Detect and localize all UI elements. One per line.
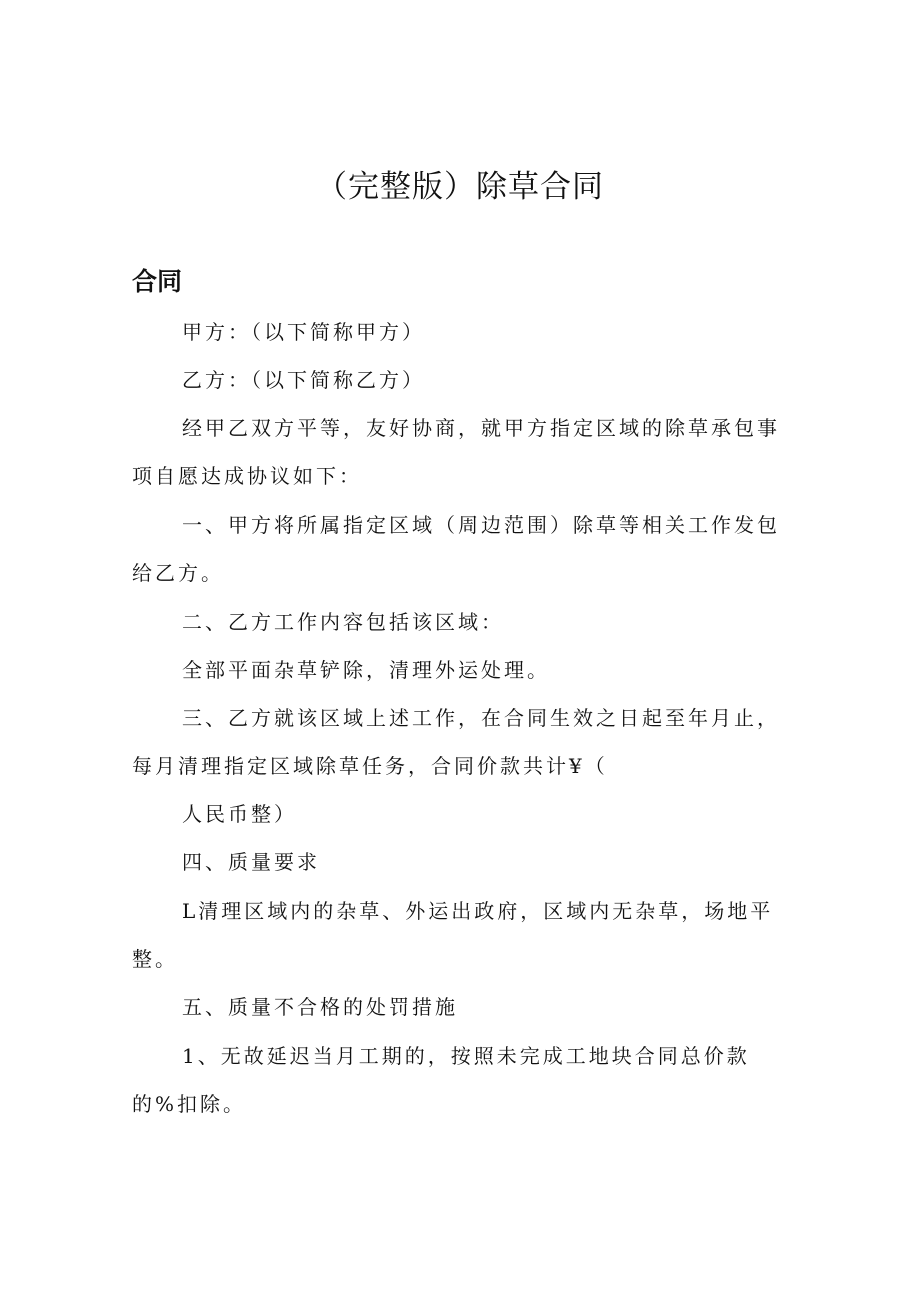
clause-4-item-1-line-1: L清理区域内的杂草、外运出政府，区域内无杂草，场地平: [182, 899, 774, 923]
party-b-line: 乙方：（以下简称乙方）: [182, 368, 425, 392]
clause-3-line-1: 三、乙方就该区域上述工作，在合同生效之日起至年月止，: [182, 706, 780, 730]
party-a-line: 甲方：（以下简称甲方）: [182, 320, 425, 344]
document-title: （完整版）除草合同: [316, 169, 604, 205]
preamble-line-2: 项自愿达成协议如下：: [132, 464, 362, 488]
clause-1-line-1: 一、甲方将所属指定区域（周边范围）除草等相关工作发包: [182, 513, 780, 537]
section-heading: 合同: [132, 267, 183, 296]
clause-5-item-1-line-2: 的%扣除。: [132, 1092, 247, 1116]
clause-4-item-1-line-2: 整。: [132, 947, 178, 971]
clause-1-line-2: 给乙方。: [132, 561, 224, 585]
preamble-line-1: 经甲乙双方平等，友好协商，就甲方指定区域的除草承包事: [182, 416, 780, 440]
clause-2-line-1: 二、乙方工作内容包括该区域：: [182, 610, 504, 634]
clause-5-item-1-line-1: 1、无故延迟当月工期的，按照未完成工地块合同总价款: [182, 1044, 750, 1068]
clause-4-heading: 四、质量要求: [182, 850, 320, 874]
clause-3-line-3: 人民币整）: [182, 802, 297, 826]
clause-5-heading: 五、质量不合格的处罚措施: [182, 995, 458, 1019]
clause-2-line-2: 全部平面杂草铲除，清理外运处理。: [182, 658, 550, 682]
clause-3-line-2: 每月清理指定区域除草任务，合同价款共计¥（: [132, 754, 608, 778]
